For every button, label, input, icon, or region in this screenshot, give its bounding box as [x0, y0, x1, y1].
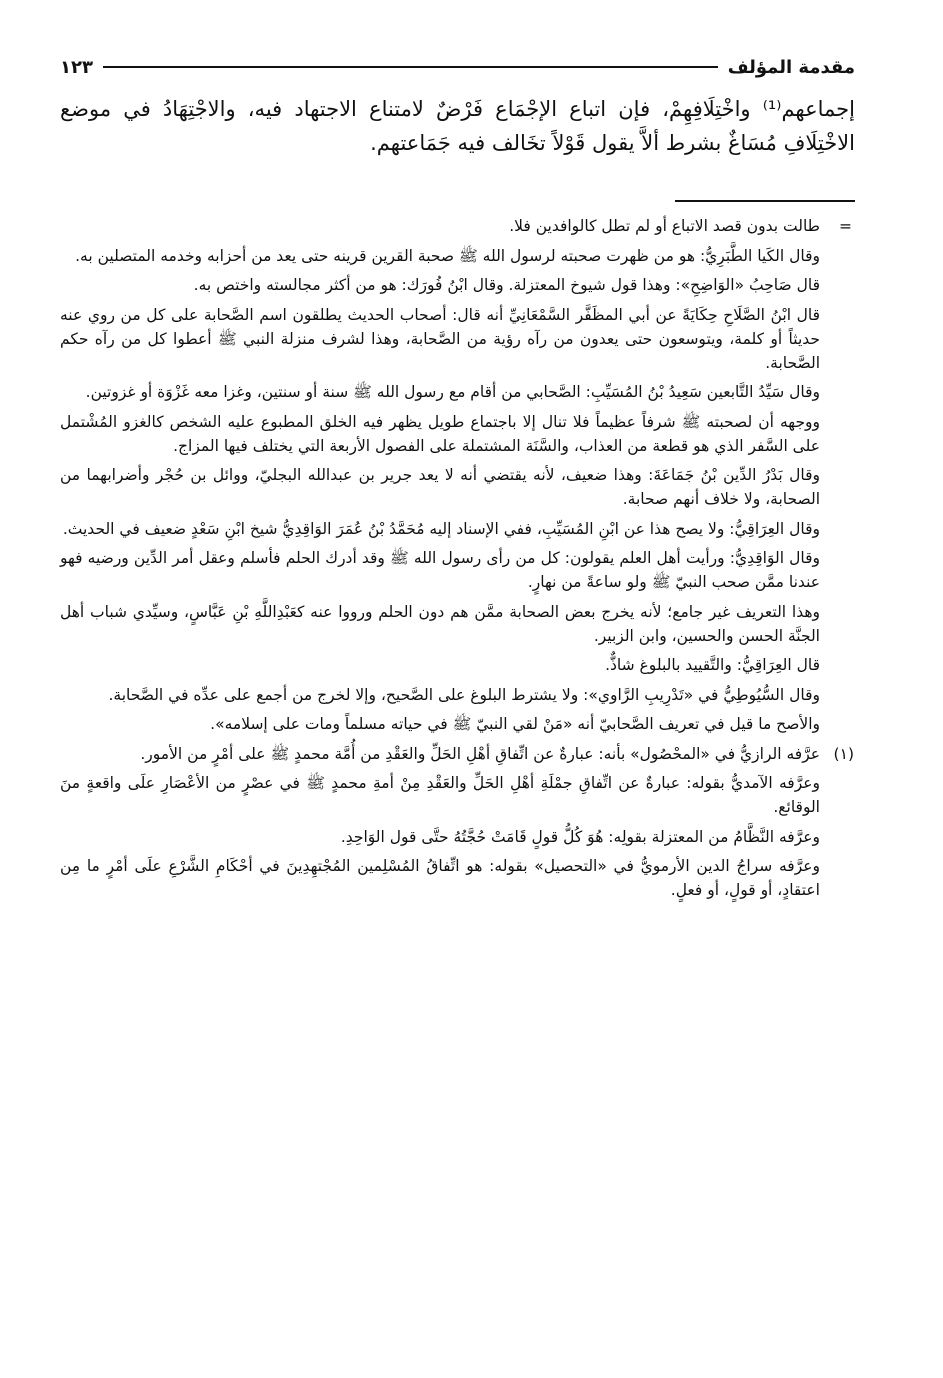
footnote-paragraph: وعرَّفه سراجُ الدين الأرمويُّ في «التحصيل» بقوله: هو اتِّفاقُ المُسْلِمين المُجْتهِدِينَ في أحْكَامِ الشَّرْعِ علَى أمْرٍ ما مِن اعتقادٍ، أو قولٍ، أو فعلٍ. [60, 857, 820, 899]
footnote-paragraph: ووجهه أن لصحبته ﷺ شرفاً عظيماً فلا تنال إلا باجتماع طويل يظهر فيه الخلق المطبوع عليه الشخص كالغزو المُشْتمل على السَّفر الذي هو قطعة من العذاب، والسَّنَة المشتملة على الفصول الأربعة التي يختلف فيها المزاج. [60, 412, 820, 455]
footnote-paragraph: وقال بَدْرُ الدِّين بْنُ جَمَاعَةَ: وهذا ضعيف، لأنه يقتضي أنه لا يعد جرير بن عبدالله البجليّ، ووائل بن حُجْر وأضرابهما من الصحابة، ولا خلاف أنهم صحابة. [60, 466, 820, 508]
footnote-paragraph: قال العِرَاقِيُّ: والتَّقييد بالبلوغ شاذٌّ. [605, 656, 820, 674]
footnotes [60, 214, 854, 908]
footnote-paragraph: وعرَّفه الآمديُّ بقوله: عبارةٌ عن اتِّفاقِ جمْلَةِ أهْلِ الحَلِّ والعَقْدِ مِنْ أمةِ محمدٍ ﷺ في عصْرٍ من الأعْصَارِ علَى واقعةٍ منَ الوقائع. [60, 774, 820, 816]
footnote-number: (١) [833, 744, 854, 763]
footnote-paragraph: وهذا التعريف غير جامع؛ لأنه يخرج بعض الصحابة ممَّن هم دون الحلم ورووا عنه كعَبْدِاللَّهِ بْنِ عَبَّاسٍ، وسيِّدي شباب أهل الجنَّة الحسن والحسين، وابن الزبير. [60, 602, 820, 645]
footnote-paragraph: وقال العِرَاقِيُّ: ولا يصح هذا عن ابْنِ المُسَيِّبِ، ففي الإسناد إليه مُحَمَّدُ بْنُ عُمَرَ الوَاقِدِيُّ شيخ ابْنِ سَعْدٍ ضعيف في الحديث. [62, 519, 820, 538]
footnote-1 [60, 742, 854, 766]
main-text [60, 92, 855, 160]
continuation-row [60, 214, 852, 244]
footnote-paragraph: وقال السُّيُوطِيُّ في «تَدْرِيبِ الرَّاوي»: ولا يشترط البلوغ على الصَّحيح، وإلا لخرج من أجمع على عدِّه في الصَّحابة. [108, 685, 820, 704]
footnote-separator [675, 200, 855, 202]
footnote-paragraph: وعرَّفه النَّظَّامُ من المعتزلة بقولِه: هُوَ كُلُّ قولٍ قَامَتْ حُجَّتُهُ حتَّى قول الوَاحِدِ. [340, 827, 820, 846]
footnote-paragraph: وقال الوَاقِدِيُّ: ورأيت أهل العلم يقولون: كل من رأى رسول الله ﷺ وقد أدرك الحلم فأسلم وعقل أمر الدِّين ورضيه فهو عندنا ممَّن صحب النبيّ ﷺ ولو ساعةً من نهارٍ. [60, 549, 820, 591]
footnote-paragraph: وقال الكَيا الطَّبَرِيُّ: هو من ظهرت صحبته لرسول الله ﷺ صحبة القرين قرينه حتى يعد من أحزابه وخدمه المتصلين به. [75, 246, 820, 265]
footnote-paragraph: قال صَاحِبُ «الوَاضِحِ»: وهذا قول شيوخ المعتزلة. وقال ابْنُ فُورَك: هو من أكثر مجالسته واختص به. [193, 276, 820, 294]
header-title: مقدمة المؤلف [727, 56, 855, 78]
footnote-paragraph: وقال سَيِّدُ التَّابعين سَعِيدُ بْنُ المُسَيِّبِ: الصَّحابي من أقام مع رسول الله ﷺ سنة أو سنتين، وغزا معه غَزْوَة أو غزوتين. [85, 383, 820, 401]
header-rule [103, 66, 718, 68]
page-number: ١٢٣ [60, 56, 93, 78]
continuation-marker: = [839, 217, 852, 235]
footnote-paragraph: طالت بدون قصد الاتباع أو لم تطل كالوافدين فلا. [509, 217, 820, 235]
footnote-paragraph: قال ابْنُ الصَّلَاحِ حِكَايَةً عن أبي المظَفَّر السَّمْعَانِيِّ أنه قال: أصحاب الحديث يطلقون اسم الصَّحابة على كل من روي عنه حديثاً أو كلمة، ويتوسعون حتى يعدون من رآه رؤية من الصَّحابة، وهذا لشرف منزلة النبي ﷺ أعطوا كل من رآه حكم الصَّحابة. [60, 305, 820, 372]
page-header [60, 50, 855, 84]
main-paragraph: إجماعهم⁽¹⁾ واخْتِلَافِهِمْ، فإن اتباع الإجْمَاع فَرْضٌ لامتناع الاجتهاد فيه، والاجْتِهَادُ في موضع الاخْتِلَافِ مُسَاغٌ بشرط ألاَّ يقول قَوْلاً تخَالف فيه جَمَاعتهم. [60, 97, 855, 155]
footnote-paragraph: والأصح ما قيل في تعريف الصَّحابيّ أنه «مَنْ لقي النبيّ ﷺ في حياته مسلماً ومات على إسلامه». [210, 715, 820, 733]
footnote-paragraph: عرَّفه الرازيُّ في «المحْصُول» بأنه: عبارةٌ عن اتِّفاقِ أهْلِ الحَلِّ والعَقْدِ من أُمَّة محمدٍ ﷺ على أمْرٍ من الأمور. [140, 744, 820, 763]
